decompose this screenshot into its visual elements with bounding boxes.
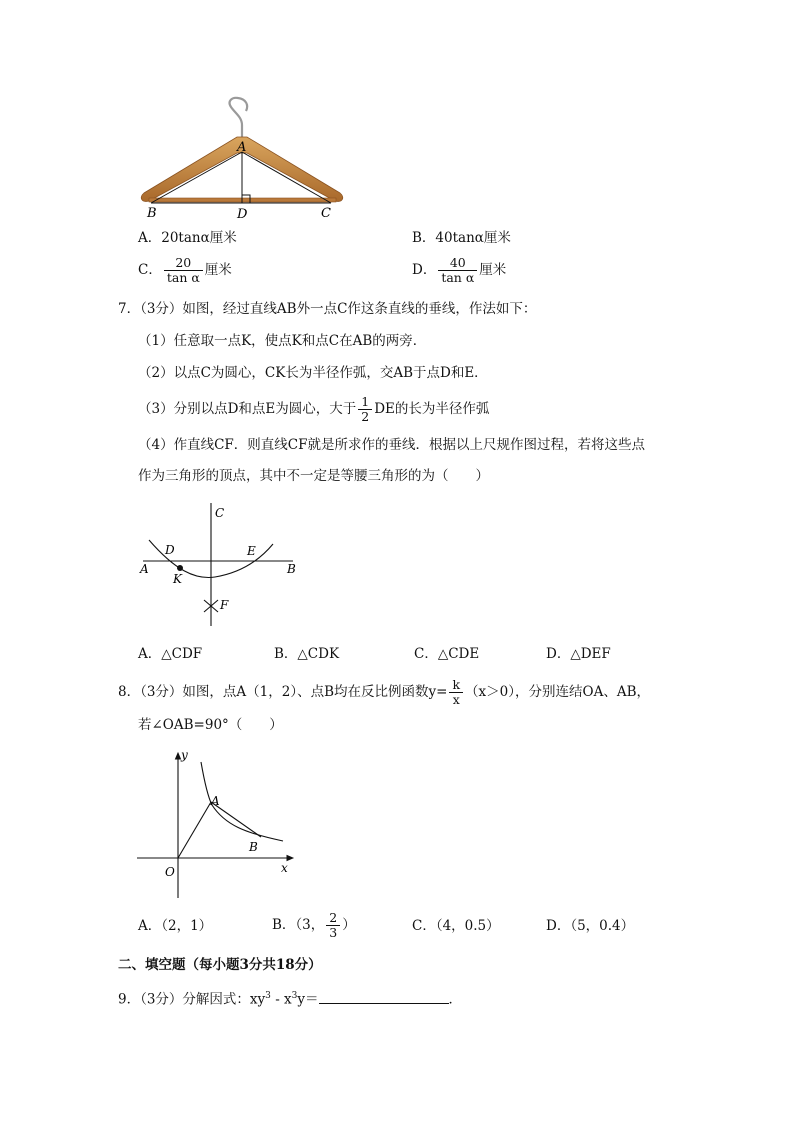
label-x: x	[281, 861, 288, 875]
label-y: y	[181, 748, 188, 762]
label-B: B	[249, 840, 258, 854]
q7-stem: 7．（3分）如图，经过直线AB外一点C作这条直线的垂线，作法如下：	[118, 301, 537, 317]
q7-option-a[interactable]: A．△CDF	[138, 646, 203, 662]
q8-option-d[interactable]: D．（5，0.4）	[546, 918, 635, 934]
label-A: A	[211, 794, 220, 808]
q7-step4-line1: （4）作直线CF．则直线CF就是所求作的垂线．根据以上尺规作图过程，若将这些点	[138, 437, 645, 453]
label-B: B	[287, 562, 296, 576]
label-D: D	[165, 543, 175, 557]
q7-construction-figure	[135, 500, 305, 630]
label-K: K	[173, 572, 182, 586]
label-O: O	[165, 865, 175, 879]
q7-step2: （2）以点C为圆心，CK长为半径作弧，交AB于点D和E．	[138, 365, 488, 381]
q9-answer-blank[interactable]	[319, 990, 449, 1004]
q6-option-a[interactable]: A．20tanα厘米	[138, 230, 237, 246]
q8-option-b[interactable]: B．（3， $\frac{2}{3}$ ）	[272, 910, 356, 940]
q8-stem-line1: 8．（3分）如图，点A（1，2）、点B均在反比例函数y= $\frac{k}{x}$ （x＞0），分别连结OA、AB，	[118, 677, 650, 707]
q7-step3: （3）分别以点D和点E为圆心，大于 $\frac{1}{2}$ DE的长为半径作弧	[138, 394, 490, 424]
q6-option-b[interactable]: B．40tanα厘米	[412, 230, 511, 246]
label-D: D	[237, 207, 248, 222]
segment-OA	[178, 802, 211, 858]
q6-option-c[interactable]: C． $\frac{20}{\text{tan α}}$ 厘米	[138, 255, 232, 285]
hanger-figure	[135, 95, 350, 225]
q7-option-c[interactable]: C．△CDE	[414, 646, 480, 662]
label-C: C	[215, 506, 225, 520]
q8-graph-figure	[135, 745, 300, 900]
label-A: A	[140, 562, 149, 576]
label-A: A	[237, 140, 247, 155]
section-title: 二、填空题（每小题3分共18分）	[118, 957, 322, 973]
label-F: F	[220, 598, 229, 612]
label-E: E	[247, 544, 256, 558]
q9-question: 9．（3分）分解因式：$xy^3 - x^3y=$ ．	[118, 991, 463, 1008]
q7-option-b[interactable]: B．△CDK	[274, 646, 340, 662]
q7-step1: （1）任意取一点K，使点K和点C在AB的两旁．	[138, 333, 427, 349]
label-B: B	[147, 206, 157, 221]
q6-option-d[interactable]: D． $\frac{40}{\text{tan α}}$ 厘米	[412, 255, 507, 285]
label-C: C	[321, 206, 331, 221]
q8-option-a[interactable]: A．（2，1）	[138, 918, 213, 934]
point-K	[177, 565, 183, 571]
q8-stem-line2: 若∠OAB=90°（ ）	[138, 717, 283, 733]
q7-option-d[interactable]: D．△DEF	[546, 646, 611, 662]
hanger-hook	[230, 98, 248, 138]
q7-step4-line2: 作为三角形的顶点，其中不一定是等腰三角形的为（ ）	[138, 468, 489, 484]
q8-option-c[interactable]: C．（4，0.5）	[412, 918, 500, 934]
